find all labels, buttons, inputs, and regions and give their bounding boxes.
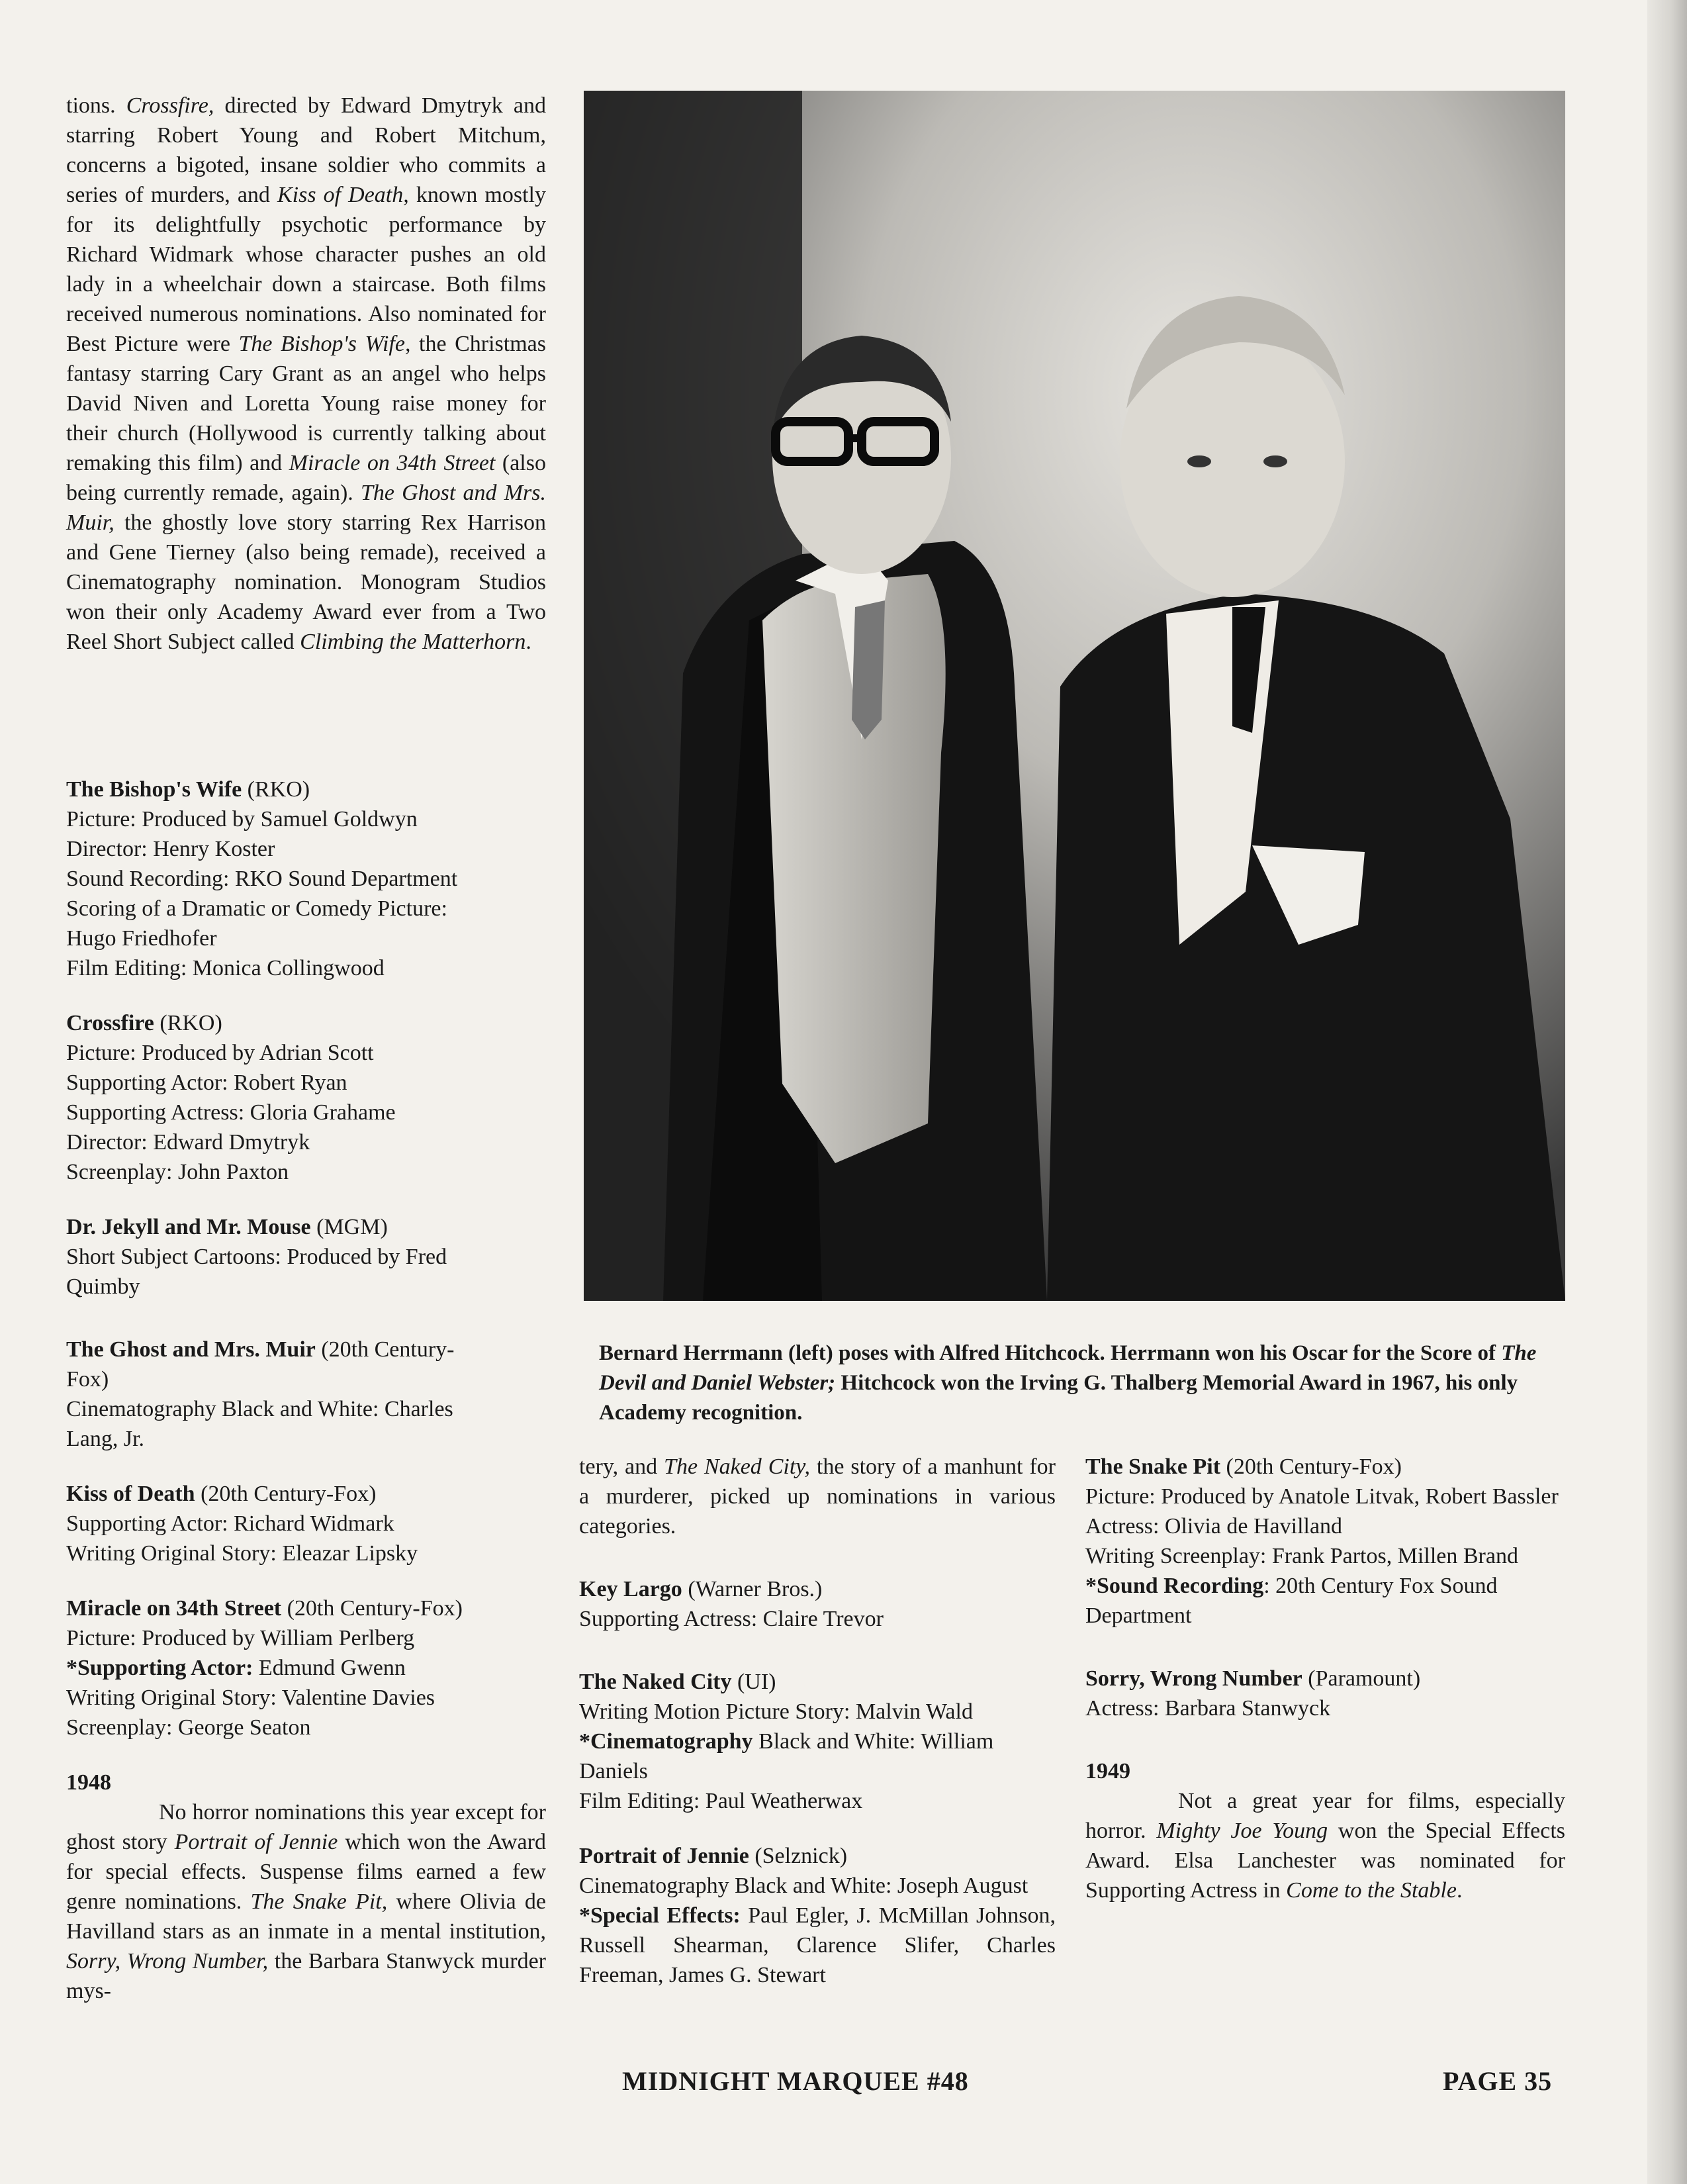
entry-line: Picture: Produced by Samuel Goldwyn <box>66 807 418 831</box>
film-title: The Ghost and Mrs. Muir, <box>66 481 546 535</box>
footer-page-number: PAGE 35 <box>1443 2066 1553 2096</box>
film-title: Kiss of Death, <box>277 183 409 207</box>
entry-line: Film Editing: Monica Collingwood <box>66 956 385 980</box>
text-run: the ghostly love story starring Rex Harrison and Gene Tierney (also being remade), received a Cinematography nomination. Monogram Studios won their only Academy Award ever from a Two Reel Short Subject called <box>66 510 546 654</box>
entry-ghost-mrs-muir <box>66 1335 546 1454</box>
year-paragraph-1949: Not a great year for films, especially horror. Mighty Joe Young won the Special Effects Award. Elsa Lanchester was nominated for Supporting Actress in Come to the Stable. <box>1085 1789 1566 1903</box>
right-column <box>1085 1452 1565 1905</box>
photo-illustration <box>584 91 1565 1301</box>
entry-title-naked-city: The Naked City (UI) <box>579 1670 776 1694</box>
film-title: Crossfire, <box>126 93 214 118</box>
photo-caption: Bernard Herrmann (left) poses with Alfred Hitchcock. Herrmann won his Oscar for the Score of The Devil and Daniel Webster; Hitchcock won the Irving G. Thalberg Memorial Award in 1967, his only Academy recognition. <box>599 1341 1537 1425</box>
entry-line: Director: Henry Koster <box>66 837 275 861</box>
entry-title: Dr. Jekyll and Mr. Mouse (MGM) <box>66 1215 388 1239</box>
entry-title-sorry-wrong-number: Sorry, Wrong Number (Paramount) <box>1085 1666 1421 1691</box>
entry-line: Screenplay: George Seaton <box>66 1715 311 1740</box>
entry-title-portrait-of-jennie: Portrait of Jennie (Selznick) <box>579 1844 848 1868</box>
entry-line: Lang, Jr. <box>66 1427 145 1451</box>
entry-line: Supporting Actor: Robert Ryan <box>66 1070 347 1095</box>
entry-line: Scoring of a Dramatic or Comedy Picture: <box>66 896 447 921</box>
text-run: directed by Edward Dmytryk and starring Robert Young and Robert Mitchum, concerns a bigoted, insane soldier who commits a series of murders, and <box>66 93 546 207</box>
text-run: . <box>525 630 531 654</box>
entry-bishops-wife <box>66 775 546 983</box>
year-heading-1949: 1949 <box>1085 1759 1130 1783</box>
entry-line: Writing Screenplay: Frank Partos, Millen Brand <box>1085 1544 1518 1568</box>
photo-herrmann-hitchcock <box>584 91 1565 1301</box>
entry-line-winner: *Sound Recording: 20th Century Fox Sound Department <box>1085 1574 1498 1628</box>
intro-paragraph <box>66 91 546 657</box>
entry-line-winner: *Supporting Actor: Edmund Gwenn <box>66 1656 406 1680</box>
entry-line: Supporting Actress: Claire Trevor <box>579 1607 884 1631</box>
entry-title: Crossfire (RKO) <box>66 1011 222 1035</box>
entry-line: Screenplay: John Paxton <box>66 1160 289 1184</box>
entry-miracle-34th-street <box>66 1593 546 1742</box>
entry-line: Picture: Produced by Adrian Scott <box>66 1041 374 1065</box>
entry-line: Supporting Actress: Gloria Grahame <box>66 1100 396 1125</box>
entry-line: Hugo Friedhofer <box>66 926 217 951</box>
text-run: known mostly for its delightfully psychotic performance by Richard Widmark whose character pushes an old lady in a wheelchair down a staircase. Both films received numerous nominations. Also nominated for Best Picture were <box>66 183 546 356</box>
film-title: Climbing the Matterhorn <box>300 630 526 654</box>
entry-line: Actress: Barbara Stanwyck <box>1085 1696 1331 1721</box>
entry-line: Writing Motion Picture Story: Malvin Wald <box>579 1699 973 1724</box>
entry-line: Writing Original Story: Eleazar Lipsky <box>66 1541 418 1566</box>
entry-line: Director: Edward Dmytryk <box>66 1130 310 1155</box>
entry-title: The Bishop's Wife (RKO) <box>66 777 310 802</box>
entry-line: Supporting Actor: Richard Widmark <box>66 1511 394 1536</box>
continuation-paragraph: tery, and The Naked City, the story of a manhunt for a murderer, picked up nominations in various categories. <box>579 1454 1056 1539</box>
entry-line: Cinematography Black and White: Joseph August <box>579 1874 1028 1898</box>
page-spine-shadow <box>1647 0 1687 2184</box>
entry-title-key-largo: Key Largo (Warner Bros.) <box>579 1577 823 1601</box>
entry-line: Sound Recording: RKO Sound Department <box>66 867 458 891</box>
year-paragraph-1948: No horror nominations this year except for ghost story Portrait of Jennie which won the Award for special effects. Suspense films earned a few genre nominations. The Snake Pit, where Olivia de Havilland stars as an inmate in a mental institution, Sorry, Wrong Number, the Barbara Stanwyck murder mys- <box>66 1800 546 2003</box>
entry-crossfire <box>66 1008 546 1187</box>
entry-line: Fox) <box>66 1367 109 1392</box>
entry-line: Writing Original Story: Valentine Davies <box>66 1685 435 1710</box>
film-title: Miracle on 34th Street <box>289 451 496 475</box>
film-title: The Bishop's Wife, <box>238 332 411 356</box>
entry-title: Miracle on 34th Street (20th Century-Fox) <box>66 1596 463 1621</box>
entry-line: Cinematography Black and White: Charles <box>66 1397 453 1421</box>
entry-title: Kiss of Death (20th Century-Fox) <box>66 1482 377 1506</box>
entry-line-winner: *Cinematography Black and White: William Daniels <box>579 1729 994 1783</box>
entry-line: Actress: Olivia de Havilland <box>1085 1514 1343 1539</box>
entry-title: The Ghost and Mrs. Muir (20th Century- <box>66 1337 455 1362</box>
entry-line-winner: *Special Effects: Paul Egler, J. McMillan Johnson, Russell Shearman, Clarence Slifer, Charles Freeman, James G. Stewart <box>579 1903 1056 1987</box>
entry-line: Quimby <box>66 1274 140 1299</box>
year-heading-1948: 1948 <box>66 1770 111 1795</box>
text-run: the Christmas fantasy starring Cary Grant as an angel who helps David Niven and Loretta Young raise money for their church (Hollywood is currently talking about remaking this film) and <box>66 332 546 475</box>
text-run: tions. <box>66 93 126 118</box>
entry-line: Picture: Produced by Anatole Litvak, Robert Bassler <box>1085 1484 1559 1509</box>
left-entries <box>66 775 546 2006</box>
text-run: (also being currently remade, again). <box>66 451 546 505</box>
entry-title-snake-pit: The Snake Pit (20th Century-Fox) <box>1085 1454 1402 1479</box>
middle-column <box>579 1452 1056 1990</box>
entry-line: Film Editing: Paul Weatherwax <box>579 1789 863 1813</box>
entry-line: Short Subject Cartoons: Produced by Fred <box>66 1245 447 1269</box>
left-column <box>66 91 546 657</box>
entry-kiss-of-death <box>66 1479 546 1568</box>
footer-magazine-title: MIDNIGHT MARQUEE #48 <box>622 2066 969 2096</box>
entry-dr-jekyll <box>66 1212 546 1302</box>
entry-line: Picture: Produced by William Perlberg <box>66 1626 415 1650</box>
